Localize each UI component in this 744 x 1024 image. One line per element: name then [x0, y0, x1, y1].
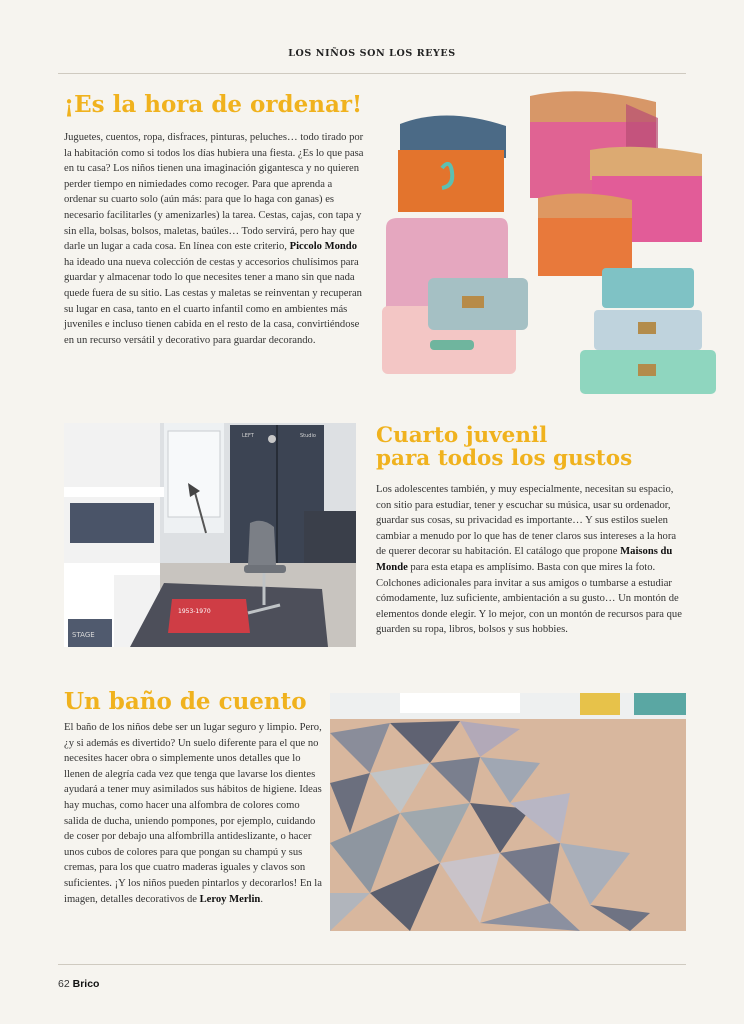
bed-stage-label: STAGE: [72, 631, 95, 639]
page-footer: [58, 978, 99, 990]
rug-number-label: 1953-1970: [178, 608, 211, 615]
brand-leroy-merlin: Leroy Merlin: [199, 893, 261, 905]
section2-body: [376, 482, 686, 638]
section2-title-line2: para todos los gustos: [376, 445, 633, 471]
bathroom-floor-photo: [330, 693, 686, 931]
section2-body-part-3: para esta etapa es amplísimo. Basta con que mires la foto. Colchones adicionales para invitar a sus amigos o tumbarse a estudiar cómodamente, luz suficiente, ambientación a su gusto… Un montón de elementos donde elegir. Y lo mejor, con un montón de recursos para que guarden su ropa, libros, bolsos y sus hobbies.: [376, 561, 682, 636]
section1-body: [64, 130, 364, 348]
storage-boxes-illustration: [376, 88, 716, 398]
brand-piccolo-mondo: Piccolo Mondo: [289, 241, 357, 253]
section3-body-part-1: El baño de los niños debe ser un lugar seguro y limpio. Pero, ¿y si además es divertido? Un suelo diferente para el que no necesites hacer obra o simplemente unos detalles que lo llenen de alegría cada vez que tenga que lavarse los dientes ayudará a tener muy asimilados sus hábitos de higiene. Ideas hay muchas, como hacer una alfombra de colores como salida de ducha, uniendo pompones, por ejemplo, cuidando de coser por debajo una alfombrilla antideslizante, o hacer unos cubos de colores para que pongan su champú y sus cremas, para los que cuatro maderas iguales y clavos son suficientes. ¡Y los niños pueden pintarlos y decorarlos! En la imagen, detalles decorativos de: [64, 722, 322, 905]
section1-body-part-3: ha ideado una nueva colección de cestas y accesorios chulísimos para guardar y almacenar todo lo que necesites tener a mano sin que nada quede fuera de su sitio. Las cestas y maletas se reinventan y recuperan su lugar en casa, tanto en el cuarto infantil como en ambientes más juveniles e incluso tienen cabida en el resto de la casa, convirtiéndose en un recurso versátil y decorativo para guardar decorando.: [64, 256, 362, 346]
section2-body-part-1: Los adolescentes también, y muy especialmente, necesitan su espacio, con sitio para estudiar, tener y escuchar su música, usar su ordenador, guardar sus cosas, su privacidad es importante… Y sus estilos suelen cambiar a menudo por lo que has de tener claros sus intereses a la hora de querer decorar su habitación. El catálogo que propone: [376, 484, 677, 558]
brand-maisons-du-monde: Maisons du Monde: [376, 546, 673, 573]
section2-title-line1: Cuarto juvenil: [376, 423, 548, 448]
teen-bedroom-photo: [64, 423, 356, 647]
section3-body: [64, 720, 322, 907]
triangle-floor-illustration: [330, 693, 686, 931]
door-left-label: LEFT: [242, 433, 254, 439]
section1-body-part-1: Juguetes, cuentos, ropa, disfraces, pinturas, peluches… todo tirado por la habitación como si todos los días hubiera una fiesta. ¿Es lo que pasa en tu casa? Los niños tienen una imaginación gigantesca y no quieren perder tiempo en nimiedades como recoger. Para que aprenda a ordenar su cuarto solo (aún más: para que lo haga con ganas) es necesario facilitarles (y amenizarles) la tarea. Cestas, cajas, con tapa y sin ella, bolsas, bolsos, maletas, baúles… Todo servirá, pero hay que darle un lugar a cada cosa. En línea con este criterio,: [64, 132, 364, 253]
page-header: LOS NIÑOS SON LOS REYES: [288, 48, 456, 59]
section3-title: Un baño de cuento: [64, 688, 307, 715]
footer-divider: [58, 964, 686, 965]
magazine-name: Brico: [72, 978, 100, 990]
section1-title: ¡Es la hora de ordenar!: [64, 91, 363, 118]
section2-title: [376, 425, 632, 470]
section3-body-part-3: .: [260, 893, 263, 905]
page-number: 62: [58, 978, 70, 990]
storage-boxes-photo: [376, 88, 716, 398]
door-right-label: Studio: [300, 433, 316, 439]
header-divider: [58, 73, 686, 74]
teen-bedroom-illustration: [64, 423, 356, 647]
